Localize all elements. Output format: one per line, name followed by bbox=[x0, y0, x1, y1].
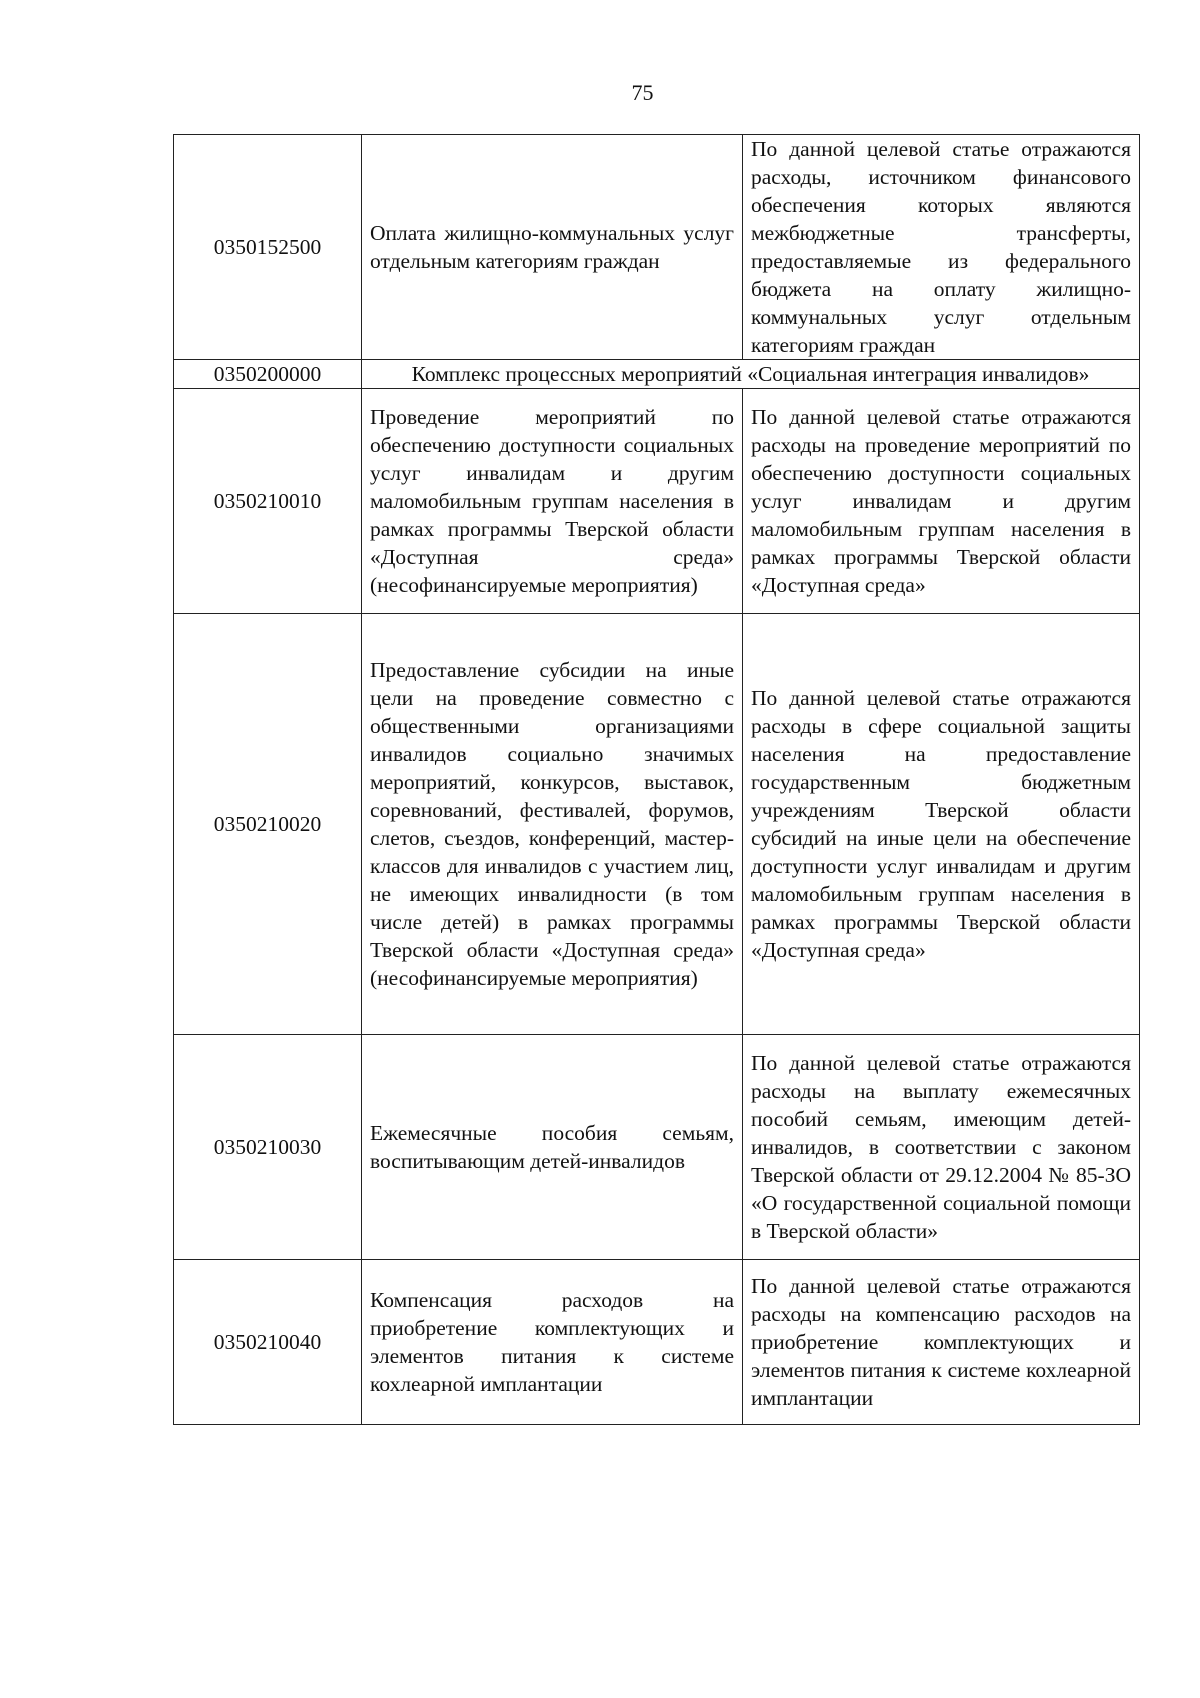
target-article-description: По данной целевой статье отражаются расходы на выплату ежемесячных пособий семьям, имеющим детей-инвалидов, в соответствии с законом Тверской области от 29.12.2004 № 85-ЗО «О государственной социальной помощи в Тверской области» bbox=[743, 1035, 1140, 1260]
page-number: 75 bbox=[631, 80, 654, 105]
target-article-name: Проведение мероприятий по обеспечению доступности социальных услуг инвалидам и другим маломобильным группам населения в рамках программы Тверской области «Доступная среда» (несофинансируемые мероприятия) bbox=[362, 389, 743, 614]
target-article-name: Оплата жилищно-коммунальных услуг отдельным категориям граждан bbox=[362, 135, 743, 360]
table-section-row bbox=[174, 360, 1140, 389]
target-article-code: 0350210020 bbox=[174, 614, 362, 1035]
table-row bbox=[174, 614, 1140, 1035]
target-article-code: 0350152500 bbox=[174, 135, 362, 360]
target-article-description: По данной целевой статье отражаются расходы, источником финансового обеспечения которых являются межбюджетные трансферты, предоставляемые из федерального бюджета на оплату жилищно-коммунальных услуг отдельным категориям граждан bbox=[743, 135, 1140, 360]
table-row bbox=[174, 389, 1140, 614]
table-row bbox=[174, 135, 1140, 360]
section-code: 0350200000 bbox=[174, 360, 362, 389]
section-title: Комплекс процессных мероприятий «Социальная интеграция инвалидов» bbox=[362, 360, 1140, 389]
target-article-code: 0350210030 bbox=[174, 1035, 362, 1260]
target-article-code: 0350210010 bbox=[174, 389, 362, 614]
table-row bbox=[174, 1035, 1140, 1260]
target-article-name: Компенсация расходов на приобретение комплектующих и элементов питания к системе кохлеарной имплантации bbox=[362, 1260, 743, 1425]
budget-classification-table bbox=[173, 134, 1140, 1425]
target-article-name: Предоставление субсидии на иные цели на проведение совместно с общественными организациями инвалидов социально значимых мероприятий, конкурсов, выставок, соревнований, фестивалей, форумов, слетов, съездов, конференций, мастер-классов для инвалидов с участием лиц, не имеющих инвалидности (в том числе детей) в рамках программы Тверской области «Доступная среда» (несофинансируемые мероприятия) bbox=[362, 614, 743, 1035]
target-article-description: По данной целевой статье отражаются расходы на проведение мероприятий по обеспечению доступности социальных услуг инвалидам и другим маломобильным группам населения в рамках программы Тверской области «Доступная среда» bbox=[743, 389, 1140, 614]
table-row bbox=[174, 1260, 1140, 1425]
target-article-code: 0350210040 bbox=[174, 1260, 362, 1425]
target-article-description: По данной целевой статье отражаются расходы в сфере социальной защиты населения на предоставление государственным бюджетным учреждениям Тверской области субсидий на иные цели на обеспечение доступности услуг инвалидам и другим маломобильным группам населения в рамках программы Тверской области «Доступная среда» bbox=[743, 614, 1140, 1035]
target-article-description: По данной целевой статье отражаются расходы на компенсацию расходов на приобретение комплектующих и элементов питания к системе кохлеарной имплантации bbox=[743, 1260, 1140, 1425]
target-article-name: Ежемесячные пособия семьям, воспитывающим детей-инвалидов bbox=[362, 1035, 743, 1260]
